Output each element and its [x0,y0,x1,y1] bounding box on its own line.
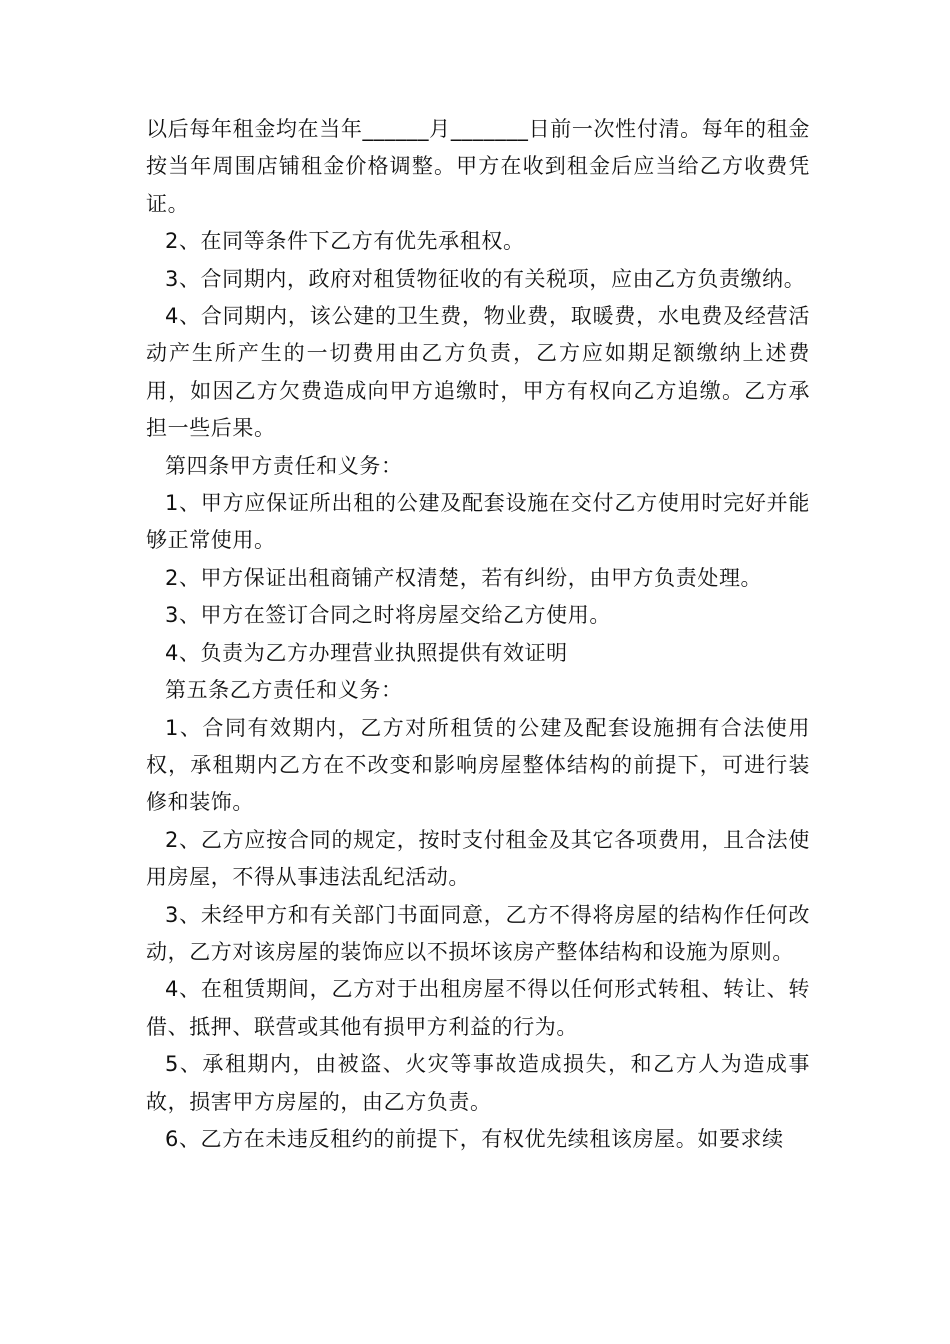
paragraph-priority-lease: 2、在同等条件下乙方有优先承租权。 [165,229,525,254]
section-heading-party-a: 第四条甲方责任和义务： [165,453,403,478]
paragraph-taxes: 3、合同期内，政府对租赁物征收的有关税项，应由乙方负责缴纳。 [165,266,806,291]
paragraph-fees: 4、合同期内，该公建的卫生费，物业费，取暖费，水电费及经营活动产生所产生的一切费用由乙方负责，乙方应如期足额缴纳上述费用，如因乙方欠费造成向甲方追缴时，甲方有权向乙方追缴。乙方承担一些后果。 [146,304,810,441]
paragraph-b-structure: 3、未经甲方和有关部门书面同意，乙方不得将房屋的结构作任何改动，乙方对该房屋的装饰应以不损坏该房产整体结构和设施为原则。 [146,902,810,964]
section-heading-party-b: 第五条乙方责任和义务： [165,678,403,703]
document-body [146,111,810,1158]
paragraph-b-payment: 2、乙方应按合同的规定，按时支付租金及其它各项费用，且合法使用房屋，不得从事违法乱纪活动。 [146,827,810,890]
paragraph-a-handover: 3、甲方在签订合同之时将房屋交给乙方使用。 [165,603,611,628]
paragraph-rent-payment: 以后每年租金均在当年______月_______日前一次性付清。每年的租金按当年周围店铺租金价格调整。甲方在收到租金后应当给乙方收费凭证。 [146,117,810,216]
paragraph-b-damage: 5、承租期内，由被盗、火灾等事故造成损失，和乙方人为造成事故，损害甲方房屋的，由乙方负责。 [146,1052,810,1114]
paragraph-b-usage-rights: 1、合同有效期内，乙方对所租赁的公建及配套设施拥有合法使用权，承租期内乙方在不改变和影响房屋整体结构的前提下，可进行装修和装饰。 [146,715,810,815]
paragraph-a-facilities: 1、甲方应保证所出租的公建及配套设施在交付乙方使用时完好并能够正常使用。 [146,491,810,553]
paragraph-a-license: 4、负责为乙方办理营业执照提供有效证明 [165,640,568,665]
paragraph-b-renewal: 6、乙方在未违反租约的前提下，有权优先续租该房屋。如要求续 [165,1126,784,1151]
paragraph-b-sublease: 4、在租赁期间，乙方对于出租房屋不得以任何形式转租、转让、转借、抵押、联营或其他有损甲方利益的行为。 [146,977,810,1039]
paragraph-a-ownership: 2、甲方保证出租商铺产权清楚，若有纠纷，由甲方负责处理。 [165,565,763,590]
